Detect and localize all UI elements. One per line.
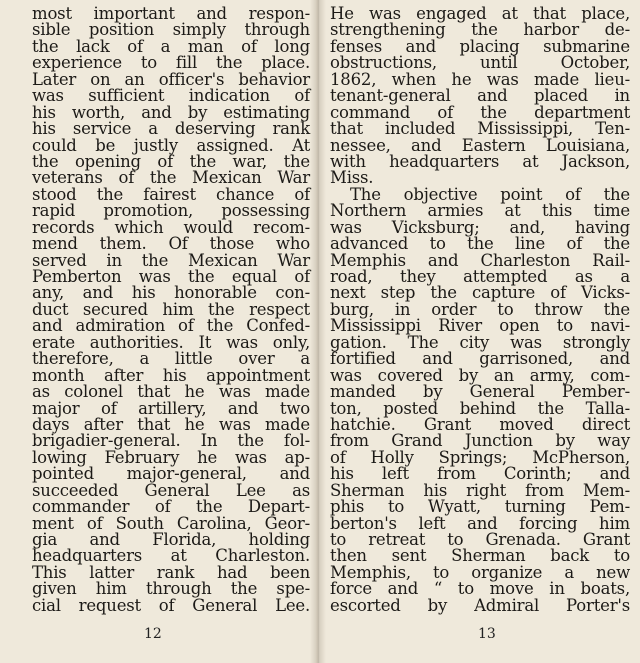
text-line: mend them. Of those who <box>32 234 310 254</box>
text-line: ment of South Carolina, Geor- <box>32 513 310 533</box>
text-line: gation. The city was strongly <box>330 332 630 352</box>
text-line: of Holly Springs; McPherson, <box>330 447 630 467</box>
page-number: 12 <box>144 626 162 642</box>
text-line: berton's left and forcing him <box>330 513 630 533</box>
right-page <box>318 0 640 663</box>
text-line: rapid promotion, possessing <box>32 201 310 221</box>
text-line: The objective point of the <box>350 184 630 204</box>
text-line: any, and his honorable con- <box>32 283 310 303</box>
text-line: force and “ to move in boats, <box>330 579 630 599</box>
text-line: escorted by Admiral Porter's <box>330 595 630 615</box>
text-line: next step the capture of Vicks- <box>330 283 630 303</box>
left-page-text <box>32 6 310 614</box>
text-line: and admiration of the Confed- <box>32 316 310 336</box>
text-line: lowing February he was ap- <box>32 447 310 467</box>
text-line: This latter rank had been <box>32 562 310 582</box>
text-line: the opening of the war, the <box>32 151 310 171</box>
left-page <box>0 0 316 663</box>
text-line: served in the Mexican War <box>32 250 310 270</box>
text-line: command of the department <box>330 102 630 122</box>
text-line: then sent Sherman back to <box>330 546 630 566</box>
text-line: veterans of the Mexican War <box>32 168 310 188</box>
text-line: the lack of a man of long <box>32 36 310 56</box>
page-number: 13 <box>478 626 496 642</box>
text-line: most important and respon- <box>32 4 310 23</box>
text-line: tenant-general and placed in <box>330 86 630 106</box>
text-line: brigadier-general. In the fol- <box>32 431 310 451</box>
text-line: phis to Wyatt, turning Pem- <box>330 497 630 517</box>
text-line: Mississippi River open to navi- <box>330 316 630 336</box>
text-line: obstructions, until October, <box>330 53 630 73</box>
text-line: strengthening the harbor de- <box>330 20 630 40</box>
text-line: Sherman his right from Mem- <box>330 480 630 500</box>
text-line: with headquarters at Jackson, <box>330 151 630 171</box>
text-line: manded by General Pember- <box>330 382 630 402</box>
right-page-text <box>330 6 630 614</box>
text-line: Miss. <box>330 168 374 188</box>
text-line: records which would recom- <box>32 217 310 237</box>
text-line: burg, in order to throw the <box>330 299 630 319</box>
text-line: cial request of General Lee. <box>32 595 310 615</box>
text-line: his left from Corinth; and <box>330 464 630 484</box>
text-line: therefore, a little over a <box>32 349 310 369</box>
text-line: month after his appointment <box>32 365 310 385</box>
text-line: major of artillery, and two <box>32 398 310 418</box>
text-line: pointed major-general, and <box>32 464 310 484</box>
text-line: commander of the Depart- <box>32 497 310 517</box>
text-line: was Vicksburg; and, having <box>330 217 630 237</box>
text-line: that included Mississippi, Ten- <box>330 119 630 139</box>
text-line: hatchie. Grant moved direct <box>330 414 630 434</box>
text-line: erate authorities. It was only, <box>32 332 310 352</box>
text-line: road, they attempted as a <box>330 267 630 286</box>
text-line: was covered by an army, com- <box>330 365 630 385</box>
text-line: Northern armies at this time <box>330 201 630 221</box>
text-line: Memphis, to organize a new <box>330 562 630 582</box>
text-line: nessee, and Eastern Louisiana, <box>330 135 630 155</box>
text-line: Pemberton was the equal of <box>32 267 310 286</box>
text-line: 1862, when he was made lieu- <box>330 69 630 89</box>
text-line: He was engaged at that place, <box>330 4 630 23</box>
text-line: succeeded General Lee as <box>32 480 310 500</box>
text-line: advanced to the line of the <box>330 234 630 254</box>
text-line: was sufficient indication of <box>32 86 310 106</box>
text-line: his worth, and by estimating <box>32 102 310 122</box>
text-line: gia and Florida, holding <box>32 530 310 549</box>
text-line: days after that he was made <box>32 414 310 434</box>
text-line: sible position simply through <box>32 20 310 40</box>
text-line: could be justly assigned. At <box>32 135 310 155</box>
text-line: fenses and placing submarine <box>330 36 630 56</box>
text-line: as colonel that he was made <box>32 382 310 402</box>
text-line: headquarters at Charleston. <box>32 546 310 566</box>
text-line: ton, posted behind the Talla- <box>330 398 630 418</box>
text-line: experience to fill the place. <box>32 53 310 73</box>
text-line: given him through the spe- <box>32 579 310 599</box>
text-line: stood the fairest chance of <box>32 184 310 204</box>
text-line: Memphis and Charleston Rail- <box>330 250 630 270</box>
text-line: from Grand Junction by way <box>330 431 630 451</box>
text-line: fortified and garrisoned, and <box>330 349 630 369</box>
text-line: to retreat to Grenada. Grant <box>330 530 630 549</box>
text-line: Later on an officer's behavior <box>32 69 310 89</box>
text-line: duct secured him the respect <box>32 299 310 319</box>
book-gutter <box>310 0 326 663</box>
text-line: his service a deserving rank <box>32 119 310 139</box>
